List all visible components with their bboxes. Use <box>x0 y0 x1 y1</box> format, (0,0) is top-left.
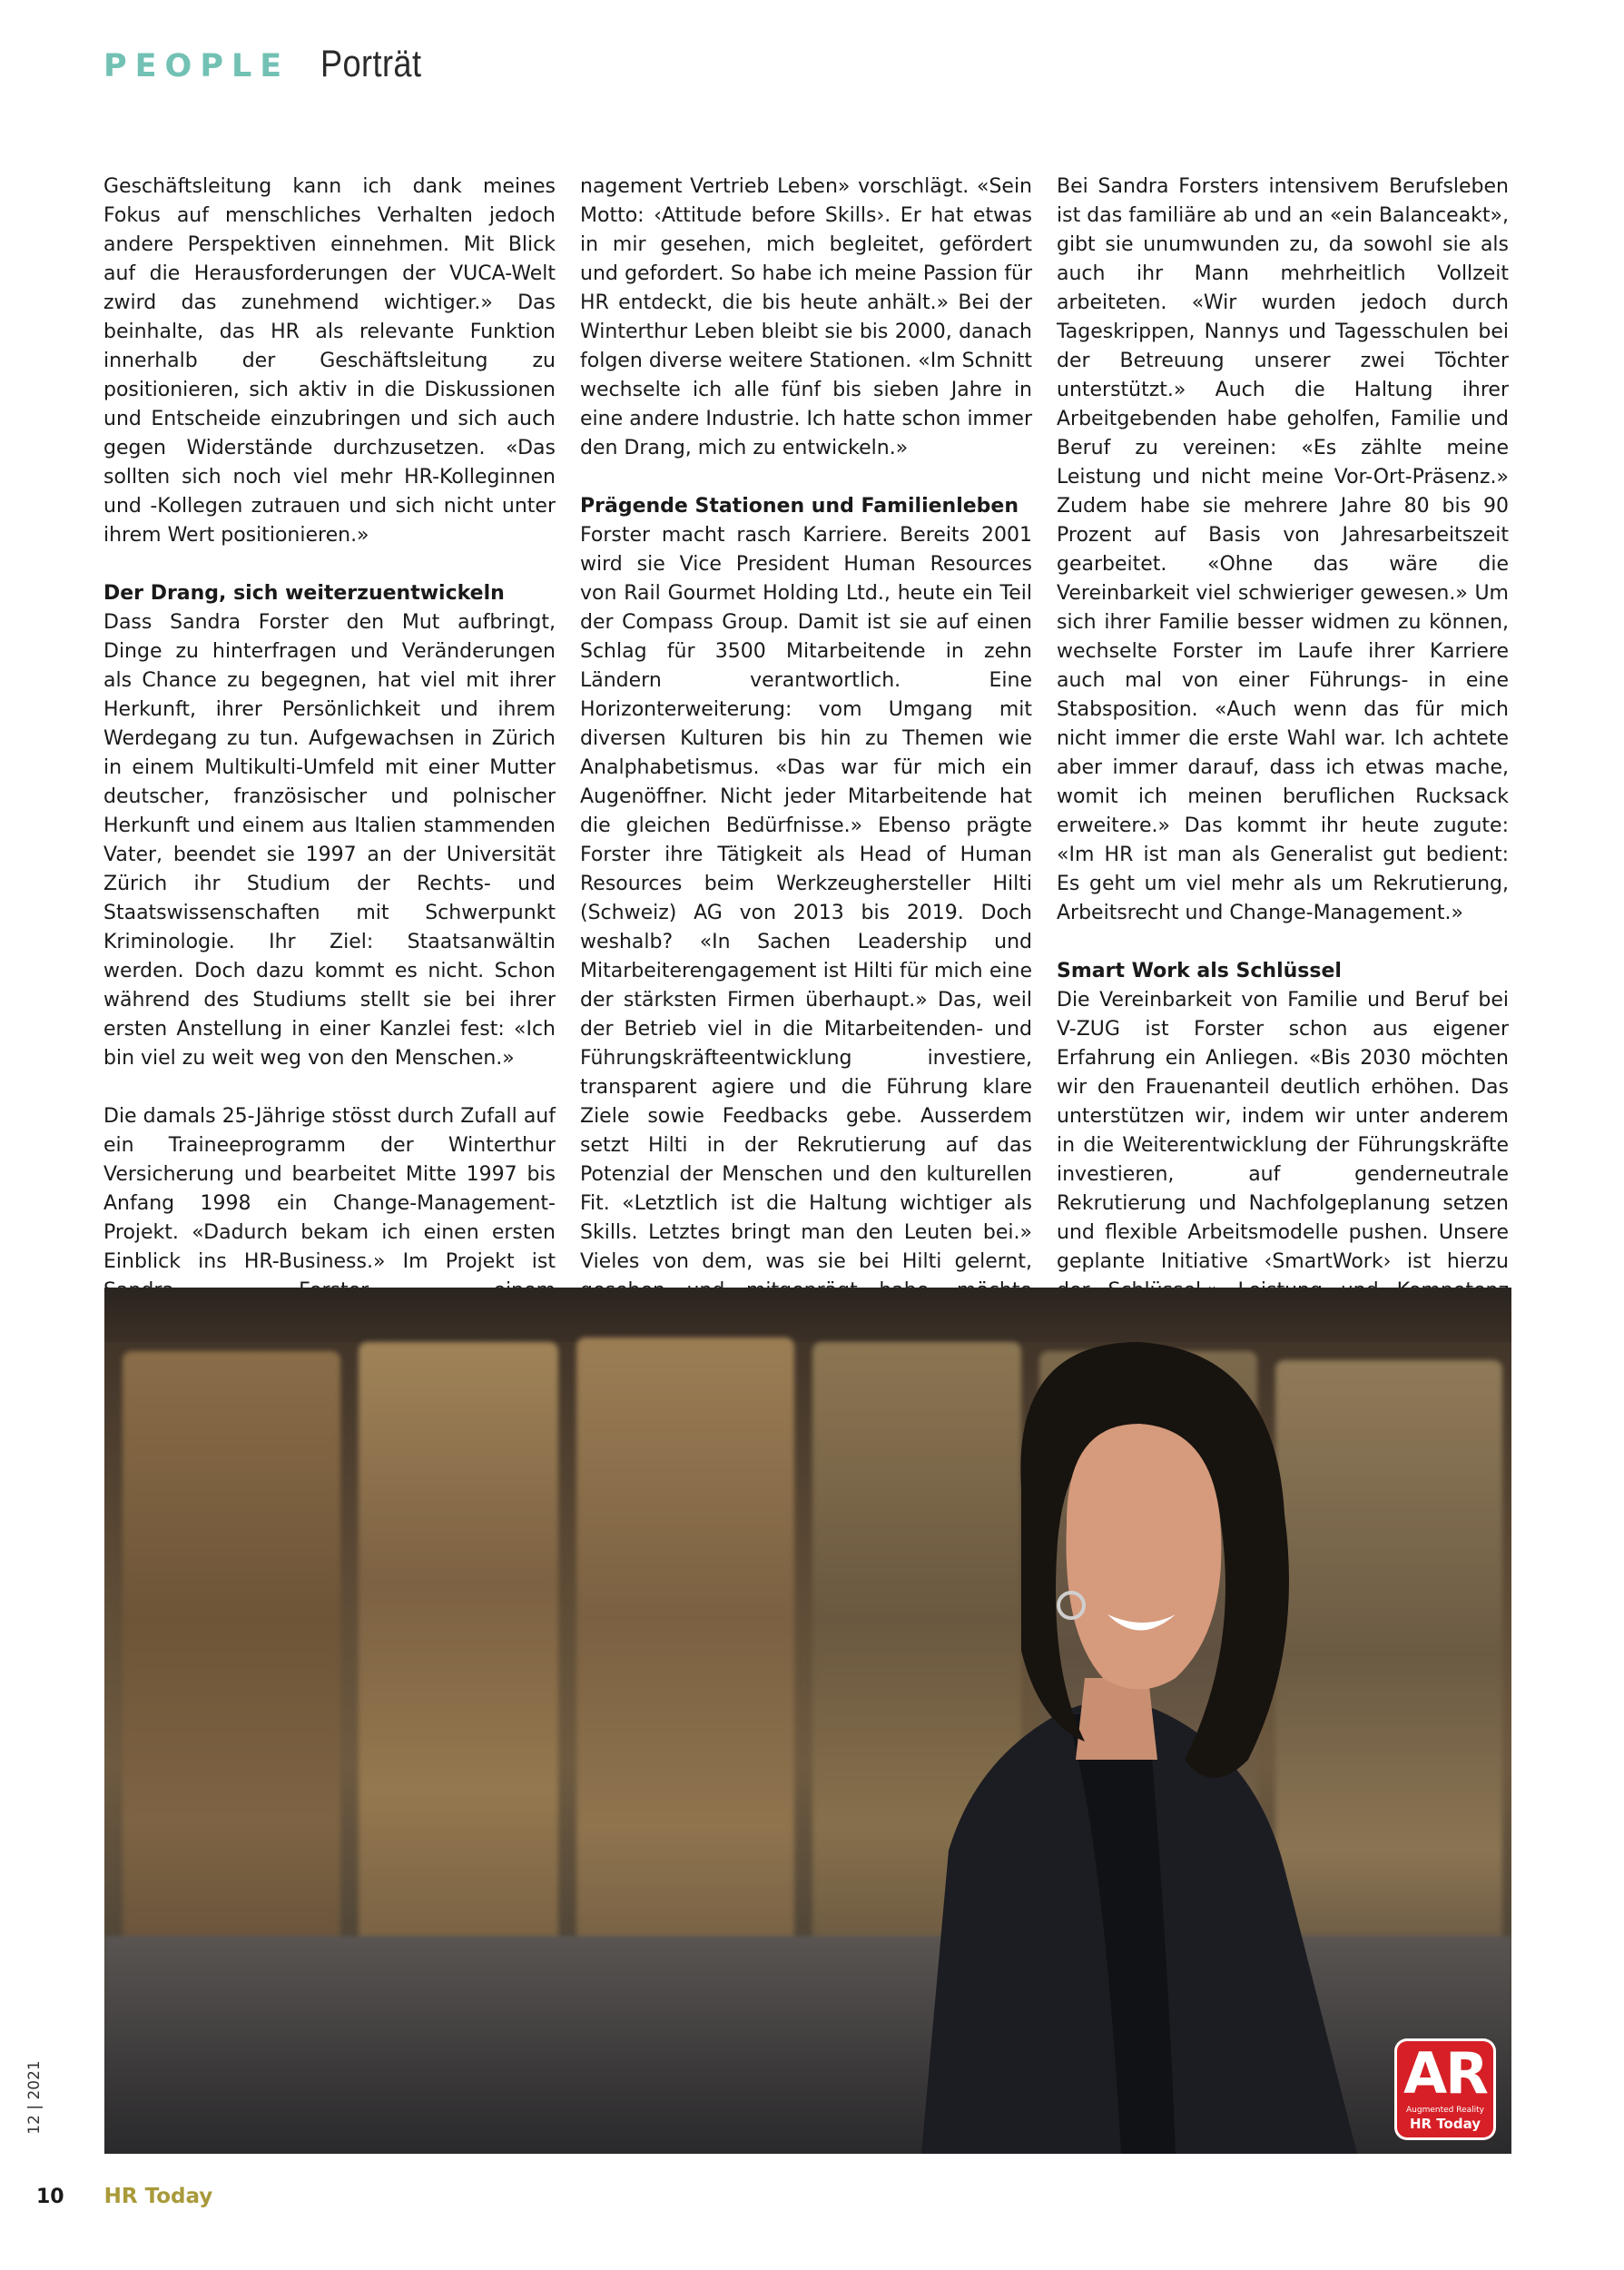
paragraph <box>1057 986 1509 1335</box>
subheading: Prägende Stationen und Familienleben <box>580 495 1019 518</box>
issue-date: 12 | 2021 <box>25 2060 44 2135</box>
paragraph: nagement Vertrieb Leben» vorschlägt. «Sein Motto: ‹Attitude before Skills›. Er hat etwas in mir gesehen, mich begleitet, gefördert und gefordert. So habe ich meine Passion für HR entdeckt, die bis heute anhält.» Bei der Winterthur Leben bleibt sie bis 2000, danach folgen diverse weitere Stationen. «Im Schnitt wechselte ich alle fünf bis sieben Jahre in eine andere Industrie. Ich hatte schon immer den Drang, mich zu entwickeln.» <box>580 175 1032 459</box>
page-number: 10 <box>36 2186 64 2208</box>
paragraph-text: Die Vereinbarkeit von Familie und Beruf bei V-ZUG ist Forster schon aus eigener Erfahrung ein Anliegen. «Bis 2030 möchten wir den Frauenanteil deutlich erhöhen. Das unterstützen wir, indem wir unter anderem in die Weiterentwicklung der Führungskräfte investieren, auf genderneutrale Rekrutierung und Nachfolgeplanung setzen und flexible Arbeitsmodelle pushen. Unsere geplante Initiative ‹SmartWork› ist hierzu <box>1057 989 1509 1273</box>
page-header <box>103 42 438 96</box>
paragraph: Die damals 25-Jährige stösst durch Zufall auf ein Traineeprogramm der Winterthur Versicherung und bearbeitet Mitte 1997 bis Anfang 1998 ein Change-Management-Projekt. «Dadurch bekam ich einen ersten Einblick ins HR-Business.» Im Projekt ist <box>103 1105 556 1273</box>
magazine-name: HR Today <box>103 2185 213 2208</box>
section-title: Porträt <box>320 42 422 84</box>
badge-brand: HR Today <box>1409 2116 1481 2132</box>
article-column-2 <box>580 173 1032 1364</box>
paragraph: Bei Sandra Forsters intensivem Berufsleben ist das familiäre ab und an «ein Balanceakt», gibt sie unumwunden zu, da sowohl sie als auch ihr Mann mehrheitlich Vollzeit arbeiteten. «Wir wurden jedoch durch Tageskrippen, Nannys und Tagesschulen bei der Betreuung unserer zwei Töchter unterstützt.» Auch die Haltung ihrer Arbeitgebenden habe geholfen, Familie und Beruf zu vereinen: «Es zählte meine Leistung und nicht meine Vor-Ort-Präsenz.» Zudem habe sie mehrere Jahre 80 bis 90 Prozent auf Basis von Jahresarbeitszeit gearbeitet. «Ohne das wäre die Vereinbarkeit viel schwieriger gewesen.» Um sich ihrer Familie besser widmen zu können, wechselte Forster im Laufe ihrer Karriere auch mal von einer Führungs- in eine Stabsposition. «Auch wenn das für mich nicht immer die erste Wahl war. Ich achtete aber immer darauf, dass ich etwas mache, womit ich meinen beruflichen Rucksack erweitere.» Das kommt ihr heute zugute: «Im HR ist man als Generalist gut bedient: Es geht um viel mehr als um Rekrutierung, Arbeitsrecht und Change-Management.» <box>1057 175 1509 924</box>
badge-ar-text: AR <box>1403 2040 1487 2107</box>
paragraph: Dass Sandra Forster den Mut aufbringt, Dinge zu hinterfragen und Veränderungen als Chance zu begegnen, hat viel mit ihrer Herkunft, ihrer Persönlichkeit und ihrem Werdegang zu tun. Aufgewachsen in Zürich in einem Multikulti-Umfeld mit einer Mutter deutscher, französischer und polnischer Herkunft und einem aus Italien stammenden Vater, beendet sie 1997 an der Universität Zürich ihr Studium der Rechts- und Staatswissenschaften mit Schwerpunkt Kriminologie. Ihr Ziel: Staatsanwältin werden. Doch dazu kommt es nicht. Schon während des Studiums stellt sie bei ihrer ersten Anstellung in einer Kanzlei fest: «Ich bin viel zu weit weg von den Menschen.» <box>103 611 556 1070</box>
section-label: PEOPLE <box>103 48 290 84</box>
article-column-3 <box>1057 173 1509 1335</box>
article-column-1 <box>103 173 556 1393</box>
woman-portrait-figure <box>104 1288 1511 2154</box>
page-footer <box>36 2185 212 2208</box>
augmented-reality-badge[interactable] <box>1394 2038 1496 2140</box>
portrait-photo <box>104 1288 1511 2154</box>
badge-subtitle: Augmented Reality <box>1406 2106 1484 2115</box>
paragraph: Forster macht rasch Karriere. Bereits 2001 wird sie Vice President Human Resources von Rail Gourmet Holding Ltd., heute ein Teil der Compass Group. Damit ist sie auf einen Schlag für 3500 Mitarbeitende in zehn Ländern verantwortlich. Eine Horizonterweiterung: vom Umgang mit diversen Kulturen bis hin zu Themen wie Analphabetismus. «Das war für mich ein Augenöffner. Nicht jeder Mitarbeitende hat die gleichen Bedürfnisse.» Ebenso prägte Forster ihre Tätigkeit als Head of Human Resources beim Werkzeughersteller Hilti (Schweiz) AG von 2013 bis 2019. Doch weshalb? «In Sachen Leadership und Mitarbeiterengagement ist Hilti für mich eine der stärksten Firmen überhaupt.» Das, weil der Betrieb viel in die Mitarbeitenden- und Führungskräfteentwicklung investiere, transparent agiere und die Führung klare Ziele sowie Feedbacks gebe. Ausserdem setzt Hilti in der Rekrutierung auf das Potenzial der Menschen und den kulturellen Fit. «Letztlich ist die Haltung wichtiger als Skills. Letztes bringt man den Leuten bei.» Vieles von dem, was sie bei Hilti gelernt, <box>580 524 1032 1273</box>
subheading: Smart Work als Schlüssel <box>1057 960 1342 982</box>
subheading: Der Drang, sich weiterzuentwickeln <box>103 582 505 605</box>
paragraph: Geschäftsleitung kann ich dank meines Fokus auf menschliches Verhalten jedoch andere Perspektiven einnehmen. Mit Blick auf die Herausforderungen der VUCA-Welt zwird das zunehmend wichtiger.» Das beinhalte, das HR als relevante Funktion innerhalb der Geschäftsleitung zu positionieren, sich aktiv in die Diskussionen und Entscheide einzubringen und sich auch gegen Widerstände durchzusetzen. «Das sollten sich noch viel mehr HR-Kolleginnen und -Kollegen zutrauen und sich nicht unter ihrem Wert positionieren.» <box>103 175 556 547</box>
